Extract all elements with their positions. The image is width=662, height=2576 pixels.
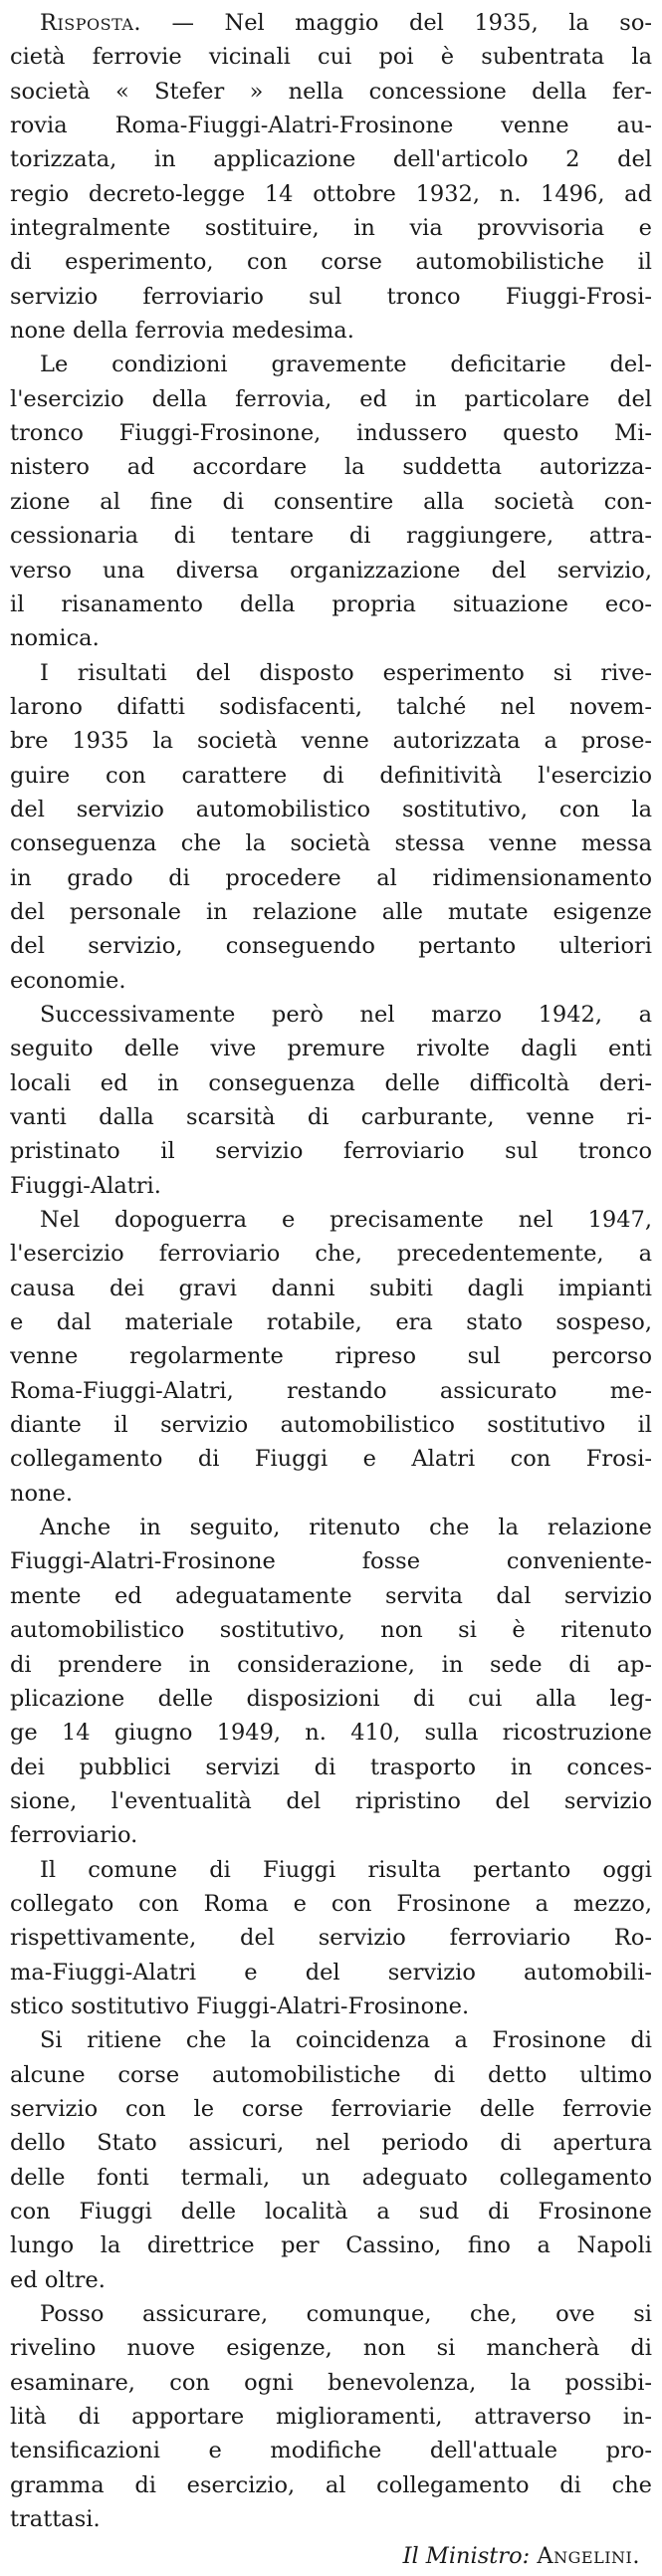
text-line: lungo la direttrice per Cassino, fino a Napoli [10,2232,652,2259]
answer-label: Risposta. [40,10,142,36]
text-line: ed oltre. [10,2266,106,2293]
text-line: alcune corse automobilistiche di detto ultimo [10,2061,652,2088]
text-line: del servizio, conseguendo pertanto ulteriori [10,933,652,960]
text-line: ge 14 giugno 1949, n. 410, sulla ricostruzione [10,1720,652,1747]
text-line: Posso assicurare, comunque, che, ove si [40,2301,652,2328]
text-line: economie. [10,967,126,994]
text-line: rovia Roma-Fiuggi-Alatri-Frosinone venne au- [10,113,652,139]
text-line: collegamento di Fiuggi e Alatri con Frosi- [10,1446,652,1473]
text-line: società « Stefer » nella concessione della fer- [10,78,652,105]
text-line: venne regolarmente ripreso sul percorso [10,1343,652,1370]
text-line: rivelino nuove esigenze, non si mancherà di [10,2335,652,2362]
text-line: collegato con Roma e con Frosinone a mezzo, [10,1890,652,1917]
text-line: torizzata, in applicazione dell'articolo 2 del [10,146,652,173]
text-line: ferroviario. [10,1822,138,1849]
text-line: Anche in seguito, ritenuto che la relazione [40,1515,652,1541]
text-line: ma-Fiuggi-Alatri e del servizio automobili- [10,1959,652,1986]
text-line: rispettivamente, del servizio ferroviario Ro- [10,1925,652,1952]
text-line: del personale in relazione alle mutate esigenze [10,898,652,925]
text-line: Nel dopoguerra e precisamente nel 1947, [40,1207,652,1234]
text-line: verso una diversa organizzazione del servizio, [10,557,652,584]
text-line: sione, l'eventualità del ripristino del servizio [10,1787,652,1814]
text-line: servizio con le corse ferroviarie delle ferrovie [10,2095,652,2122]
text-line: nistero ad accordare la suddetta autorizza- [10,454,652,481]
text-line: automobilistico sostitutivo, non si è ritenuto [10,1617,652,1644]
signature-role: Il Ministro: [402,2543,531,2570]
paragraph [10,656,652,998]
text-line: l'esercizio ferroviario che, precedentemente, a [10,1241,652,1268]
text-line: Fiuggi-Alatri. [10,1172,161,1199]
paragraph [10,6,652,348]
text-line: il risanamento della propria situazione eco- [10,590,652,617]
text-line: delle fonti termali, un adeguato collegamento [10,2164,652,2191]
text-line: Le condizioni gravemente deficitarie del- [40,351,652,378]
text-line: l'esercizio della ferrovia, ed in particolare del [10,385,652,412]
text-line: con Fiuggi delle località a sud di Frosinone [10,2199,652,2225]
text-line: conseguenza che la società stessa venne messa [10,830,652,857]
text-line [10,6,652,40]
text-line: mente ed adeguatamente servita dal servizio [10,1582,652,1609]
text-line: guire con carattere di definitività l'esercizio [10,762,652,789]
answer-body [10,6,652,2536]
text-line: zione al fine di consentire alla società con- [10,488,652,515]
text-line: pristinato il servizio ferroviario sul tronco [10,1138,652,1165]
text-line: Si ritiene che la coincidenza a Frosinone di [40,2027,652,2054]
text-line: Il comune di Fiuggi risulta pertanto oggi [40,1856,652,1883]
text-line: tronco Fiuggi-Frosinone, indussero questo Mi- [10,420,652,447]
text-line: plicazione delle disposizioni di cui alla leg- [10,1685,652,1712]
text-line: diante il servizio automobilistico sostitutivo il [10,1412,652,1439]
text-line: none. [10,1480,73,1507]
text-line: bre 1935 la società venne autorizzata a prose- [10,728,652,755]
text-line: locali ed in conseguenza delle difficoltà deri- [10,1069,652,1096]
text-line: seguito delle vive premure rivolte dagli enti [10,1036,652,1062]
text-line: larono difatti sodisfacenti, talché nel novem- [10,693,652,720]
text-line: lità di apportare miglioramenti, attraverso in- [10,2404,652,2431]
paragraph [10,2297,652,2536]
signature-line [10,2536,652,2576]
paragraph [10,1511,652,1852]
text-line: gramma di esercizio, al collegamento di che [10,2471,652,2498]
text-line: in grado di procedere al ridimensionamento [10,864,652,891]
text-line: trattasi. [10,2506,101,2533]
signature-name: Angelini. [537,2543,640,2570]
text-line: Successivamente però nel marzo 1942, a [40,1001,652,1028]
text-line: cessionaria di tentare di raggiungere, attra- [10,523,652,550]
text-line: esaminare, con ogni benevolenza, la possibi- [10,2369,652,2396]
text-line: di prendere in considerazione, in sede di ap- [10,1651,652,1678]
text-line-content: — Nel maggio del 1935, la so- [141,10,652,36]
text-line: e dal materiale rotabile, era stato sospeso, [10,1309,652,1336]
text-line: nomica. [10,625,100,652]
paragraph [10,2023,652,2297]
text-line: causa dei gravi danni subiti dagli impianti [10,1275,652,1301]
text-line: vanti dalla scarsità di carburante, venne ri- [10,1104,652,1130]
text-line: I risultati del disposto esperimento si rive- [40,659,652,686]
text-line: none della ferrovia medesima. [10,318,354,345]
text-line: dei pubblici servizi di trasporto in conces- [10,1754,652,1780]
text-line: Roma-Fiuggi-Alatri, restando assicurato me- [10,1377,652,1404]
paragraph [10,998,652,1203]
text-line: Fiuggi-Alatri-Frosinone fosse conveniente- [10,1548,652,1575]
text-line: servizio ferroviario sul tronco Fiuggi-Frosi- [10,283,652,310]
text-line: tensificazioni e modifiche dell'attuale pro- [10,2438,652,2464]
text-line: cietà ferrovie vicinali cui poi è subentrata la [10,44,652,71]
paragraph [10,348,652,655]
paragraph [10,1853,652,2024]
text-line: integralmente sostituire, in via provvisoria e [10,215,652,242]
text-line: del servizio automobilistico sostitutivo, con la [10,796,652,822]
text-line: stico sostitutivo Fiuggi-Alatri-Frosinone. [10,1992,470,2019]
text-line: regio decreto-legge 14 ottobre 1932, n. 1496, ad [10,180,652,207]
text-line: dello Stato assicuri, nel periodo di apertura [10,2130,652,2157]
text-line: di esperimento, con corse automobilistiche il [10,249,652,276]
paragraph [10,1203,652,1511]
